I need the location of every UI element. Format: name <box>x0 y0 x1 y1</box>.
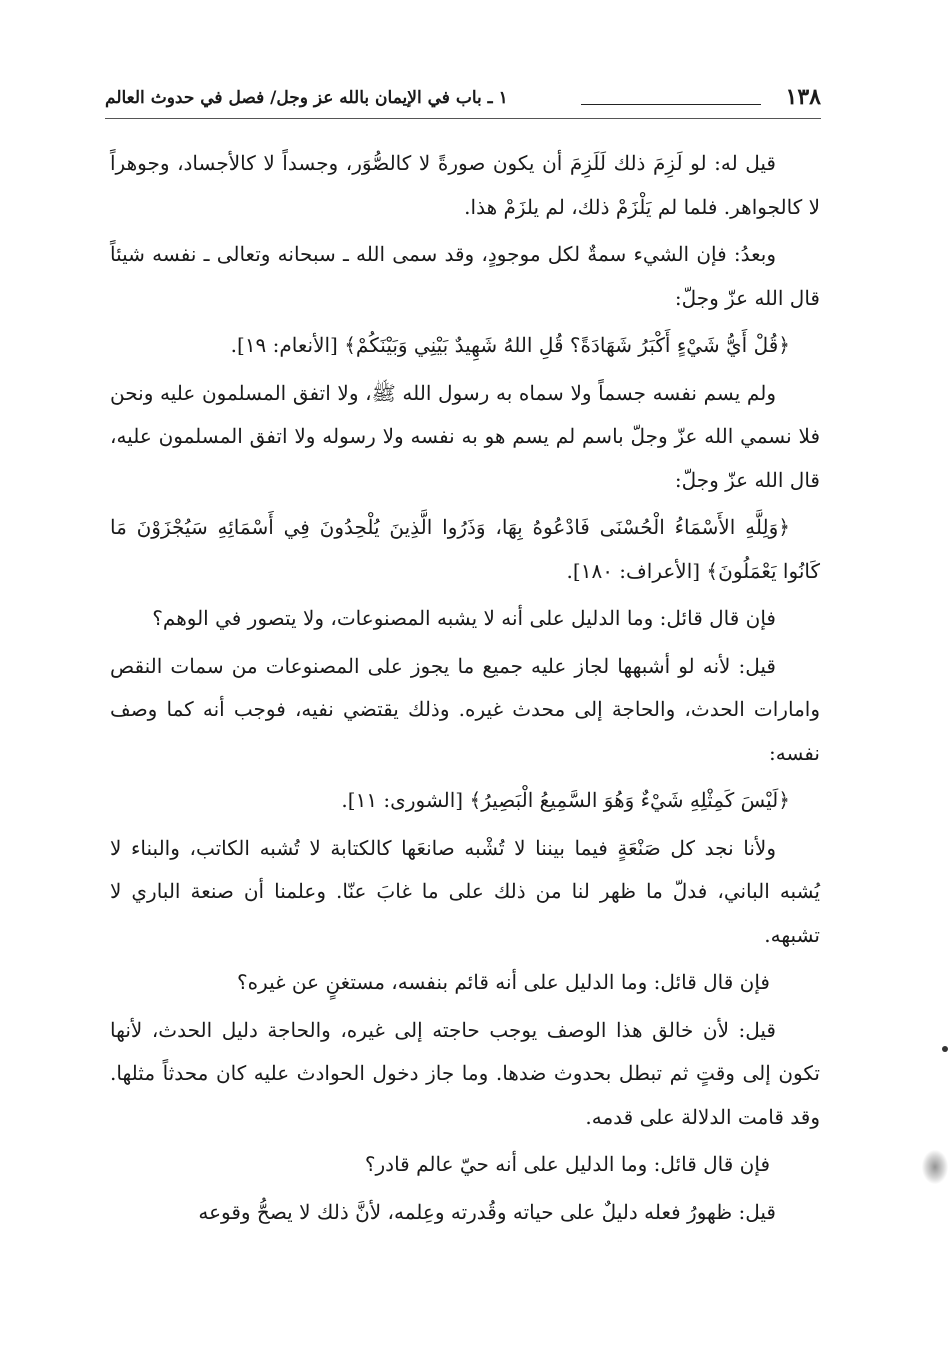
header-divider <box>105 118 821 119</box>
paragraph: قيل: ظهورُ فعله دليلٌ على حياته وقُدرته وعِلمه، لأنَّ ذلك لا يصحُّ وقوعه <box>198 1199 776 1224</box>
page-number: ١٣٨ <box>785 84 821 110</box>
paragraph: قيل: لأنه لو أشبهها لجاز عليه جميع ما يجوز على المصنوعات من سمات النقص وامارات الحدث، والحاجة إلى محدث غيره. وذلك يقتضي نفيه، فوجب أنه كما وصف نفسه: <box>110 653 820 765</box>
ink-smudge <box>922 1150 948 1184</box>
paragraph: ولم يسم نفسه جسماً ولا سماه به رسول الله ﷺ، ولا اتفق المسلمون عليه ونحن فلا نسمي الله عزّ وجلّ باسم لم يسم هو به نفسه ولا رسوله ولا اتفق المسلمون عليه، قال الله عزّ وجلّ: <box>110 380 820 492</box>
paragraph: قيل له: لو لَزِمَ ذلك لَلَزِمَ أن يكون صورةً لا كالصُّوَر، وجسداً لا كالأجساد، وجوهراً لا كالجواهر. فلما لم يَلْزَمْ ذلك، لم يلزَمْ هذا. <box>110 151 820 219</box>
question-paragraph: فإن قال قائل: وما الدليل على أنه قائم بنفسه، مستغنٍ عن غيره؟ <box>236 970 770 994</box>
paragraph: وبعدُ: فإن الشيء سمةٌ لكل موجودٍ، وقد سمى الله ـ سبحانه وتعالى ـ نفسه شيئاً قال الله عزّ وجلّ: <box>110 242 820 310</box>
paragraph: ولأنا نجد كل صَنْعَةٍ فيما بيننا لا تُشْبه صانعَها كالكتابة لا تُشبه الكاتب، والبناء لا يُشبه الباني، فدلّ ما ظهر لنا من ذلك على ما غابَ عنّا. وعلمنا أن صنعة الباري لا تشبهه. <box>110 835 820 947</box>
paragraph: قيل: لأن خالق هذا الوصف يوجب حاجته إلى غيره، والحاجة دليل الحدث، لأنها تكون إلى وقتٍ ثم تبطل بحدوث ضدها. وما جاز دخول الحوادث عليه كان محدثاً مثلها. وقد قامت الدلالة على قدمه. <box>110 1017 820 1129</box>
page-header <box>105 80 821 120</box>
question-paragraph: فإن قال قائل: وما الدليل على أنه حيّ عالم قادر؟ <box>364 1152 770 1176</box>
quran-verse: ﴿لَيْسَ كَمِثْلِهِ شَيْءٌ وَهُوَ السَّمِيعُ الْبَصِيرُ﴾ [الشورى: ١١]. <box>341 788 790 812</box>
quran-verse: ﴿وَلِلَّهِ الأَسْمَاءُ الْحُسْنَى فَادْعُوهُ بِهَا، وَذَرُوا الَّذِينَ يُلْحِدُونَ فِي أَسْمَائِهِ سَيُجْزَوْنَ مَا كَانُوا يَعْمَلُونَ﴾ [الأعراف: ١٨٠]. <box>110 515 820 583</box>
ink-speck <box>942 1046 948 1052</box>
quran-verse: ﴿قُلْ أَيُّ شَيْءٍ أَكْبَرُ شَهَادَةً؟ قُلِ اللهُ شَهِيدٌ بَيْنِي وَبَيْنَكُمْ﴾ [الأنعام: ١٩]. <box>230 333 790 357</box>
header-rule <box>581 104 761 105</box>
paragraph: فإن قال قائل: وما الدليل على أنه لا يشبه المصنوعات، ولا يتصور في الوهم؟ <box>152 606 776 630</box>
page-body <box>110 142 820 1238</box>
running-title: ١ ـ باب في الإيمان بالله عز وجل/ فصل في حدوث العالم <box>105 88 508 108</box>
